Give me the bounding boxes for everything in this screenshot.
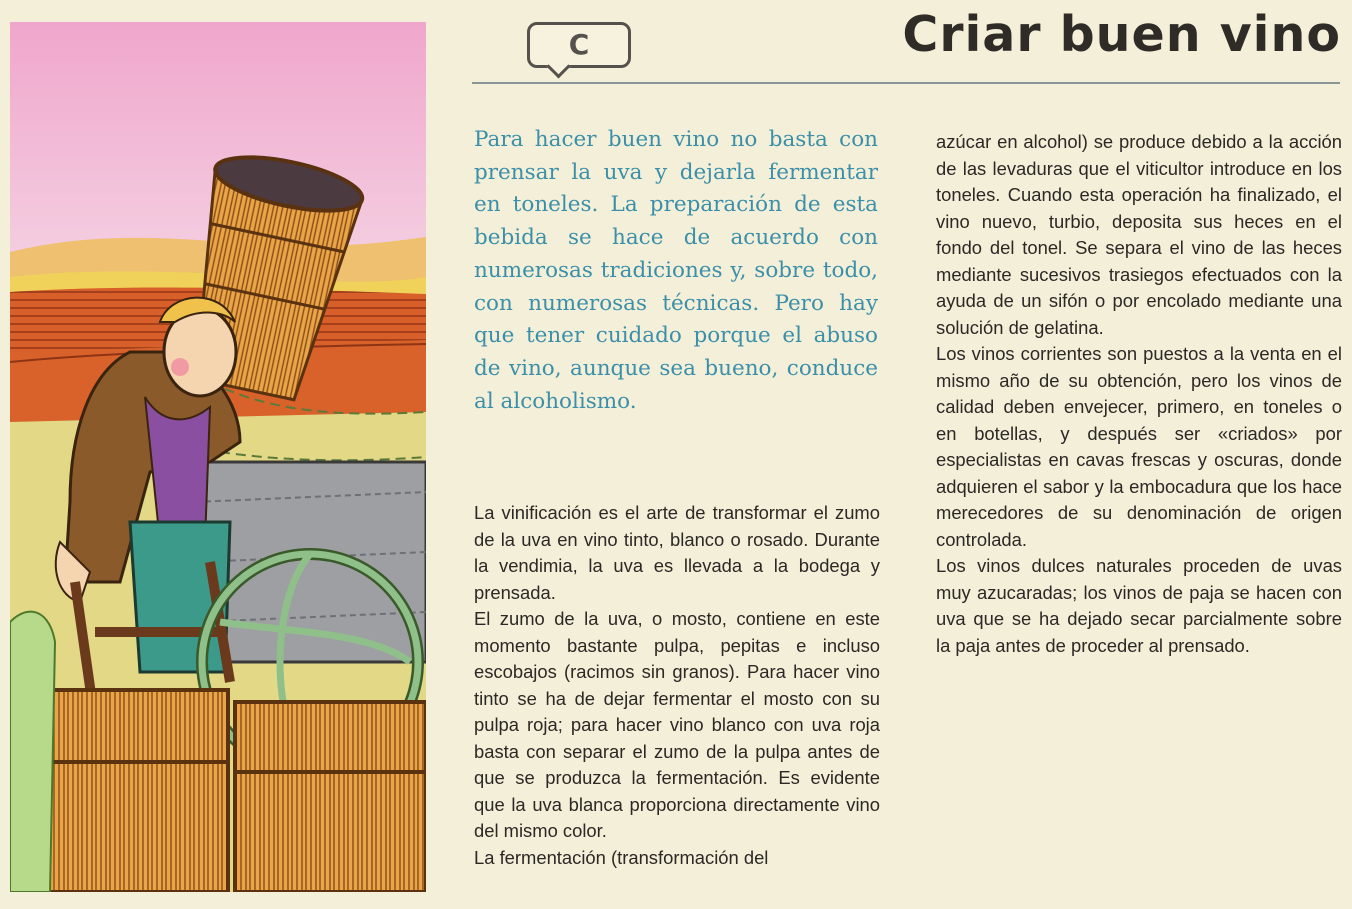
body-paragraph: La vinificación es el arte de transformar el zumo de la uva en vino tinto, blanco o rosado. Durante la vendimia, la uva es llevada a la bodega y prensada. (474, 502, 880, 603)
winemaker-illustration-icon (10, 22, 426, 892)
title-rule (472, 82, 1340, 84)
body-paragraph: La fermentación (transformación del (474, 846, 769, 868)
body-paragraph: Los vinos dulces naturales proceden de uvas muy azucaradas; los vinos de paja se hacen con uva que se ha dejado secar parcialmente sobre la paja antes de proceder al prensado. (936, 555, 1342, 656)
section-badge: C (527, 22, 631, 68)
body-column-left (474, 500, 880, 871)
winemaker-illustration (10, 22, 426, 892)
intro-paragraph: Para hacer buen vino no basta con prensar la uva y dejarla fermentar en toneles. La preparación de esta bebida se hace de acuerdo con numerosas tradiciones y, sobre todo, con numerosas técnicas. Pero hay que tener cuidado porque el abuso de vino, aunque sea bueno, conduce al alcoholismo. (474, 127, 878, 414)
page-title: Criar buen vino (902, 6, 1341, 63)
body-paragraph: Los vinos corrientes son puestos a la venta en el mismo año de su obtención, pero los vinos de calidad deben envejecer, primero, en toneles o en botellas, y después ser «criados» por especialistas en cavas frescas y oscuras, donde adquieren el sabor y la embocadura que los hace merecedores de su denominación de origen controlada. (936, 343, 1342, 550)
body-column-right (936, 129, 1342, 659)
body-paragraph: azúcar en alcohol) se produce debido a la acción de las levaduras que el viticultor introduce en los toneles. Cuando esta operación ha finalizado, el vino nuevo, turbio, deposita sus heces en el fondo del tonel. Se separa el vino de las heces mediante sucesivos trasiegos efectuados con la ayuda de un sifón o por encolado mediante una solución de gelatina. (936, 131, 1342, 338)
body-paragraph: El zumo de la uva, o mosto, contiene en este momento bastante pulpa, pepitas e incluso escobajos (racimos sin granos). Para hacer vino tinto se ha de dejar fermentar el mosto con su pulpa roja; para hacer vino blanco con uva roja basta con separar el zumo de la pulpa antes de que se produzca la fermentación. Es evidente que la uva blanca proporciona directamente vino del mismo color. (474, 608, 880, 841)
